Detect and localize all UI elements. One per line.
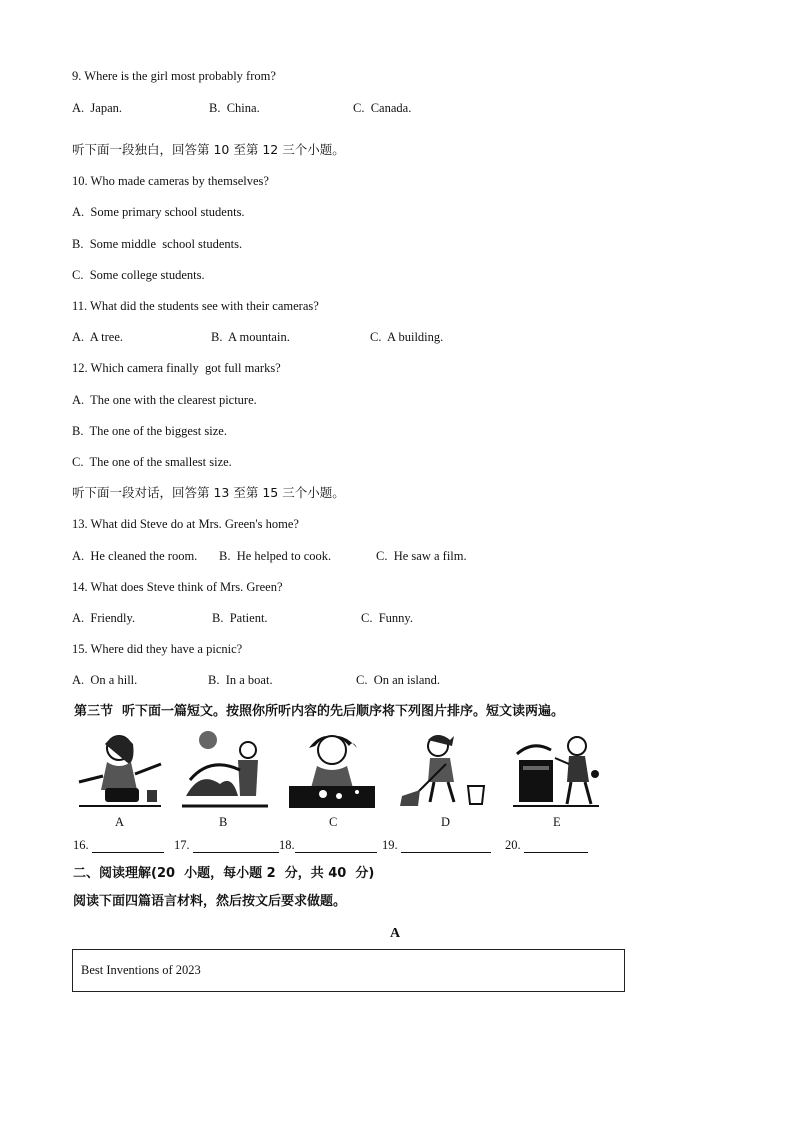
q9-option-b: B. China. — [209, 101, 260, 115]
picture-label-e: E — [553, 815, 561, 829]
question-15: 15. Where did they have a picnic? — [72, 642, 243, 656]
picture-label-d: D — [441, 815, 451, 829]
q14-option-c: C. Funny. — [361, 611, 413, 625]
instruction-10-12: 听下面一段独白，回答第 10 至第 12 三个小题。 — [72, 142, 345, 157]
question-9: 9. Where is the girl most probably from? — [72, 69, 276, 83]
question-14: 14. What does Steve think of Mrs. Green? — [72, 580, 283, 594]
part-2-instruction: 阅读下面四篇语言材料，然后按文后要求做题。 — [73, 894, 347, 909]
q15-option-c: C. On an island. — [356, 673, 441, 687]
q14-option-b: B. Patient. — [212, 611, 268, 625]
picture-label-a: A — [115, 815, 125, 829]
q14-option-a: A. Friendly. — [72, 611, 136, 625]
trash-boy-icon — [511, 730, 601, 810]
blank-19[interactable]: 19. — [382, 838, 491, 853]
washing-girl-icon — [287, 730, 377, 810]
watering-plants-icon — [180, 730, 270, 810]
sweeping-girl-icon — [398, 730, 488, 810]
q13-option-b: B. He helped to cook. — [219, 549, 332, 563]
q11-option-a: A. A tree. — [72, 330, 124, 344]
q15-option-b: B. In a boat. — [208, 673, 273, 687]
part-2-heading: 二、阅读理解(20 小题，每小题 2 分，共 40 分) — [73, 866, 375, 881]
q11-option-c: C. A building. — [370, 330, 444, 344]
picture-label-c: C — [329, 815, 338, 829]
q12-option-a: A. The one with the clearest picture. — [72, 393, 257, 407]
blank-18[interactable]: 18. — [279, 838, 377, 853]
instruction-13-15: 听下面一段对话，回答第 13 至第 15 三个小题。 — [72, 485, 345, 500]
q10-option-c: C. Some college students. — [72, 268, 205, 282]
passage-label: A — [390, 926, 401, 941]
picture-label-b: B — [219, 815, 228, 829]
question-12: 12. Which camera finally got full marks? — [72, 361, 281, 375]
q11-option-b: B. A mountain. — [211, 330, 290, 344]
q10-option-b: B. Some middle school students. — [72, 237, 243, 251]
q12-option-c: C. The one of the smallest size. — [72, 455, 232, 469]
passage-a-box — [72, 949, 625, 992]
question-11: 11. What did the students see with their cameras? — [72, 299, 319, 313]
blank-16[interactable]: 16. — [73, 838, 164, 853]
blank-17[interactable]: 17. — [174, 838, 279, 853]
passage-a-title: Best Inventions of 2023 — [81, 963, 201, 977]
cooking-woman-icon — [75, 730, 165, 810]
q9-option-c: C. Canada. — [353, 101, 412, 115]
q13-option-a: A. He cleaned the room. — [72, 549, 198, 563]
section-3-heading: 第三节 听下面一篇短文。按照你所听内容的先后顺序将下列图片排序。短文读两遍。 — [74, 704, 565, 719]
question-13: 13. What did Steve do at Mrs. Green's home? — [72, 517, 299, 531]
q10-option-a: A. Some primary school students. — [72, 205, 245, 219]
q15-option-a: A. On a hill. — [72, 673, 138, 687]
q13-option-c: C. He saw a film. — [376, 549, 467, 563]
q12-option-b: B. The one of the biggest size. — [72, 424, 227, 438]
question-10: 10. Who made cameras by themselves? — [72, 174, 269, 188]
q9-option-a: A. Japan. — [72, 101, 122, 115]
blank-20[interactable]: 20. — [505, 838, 588, 853]
